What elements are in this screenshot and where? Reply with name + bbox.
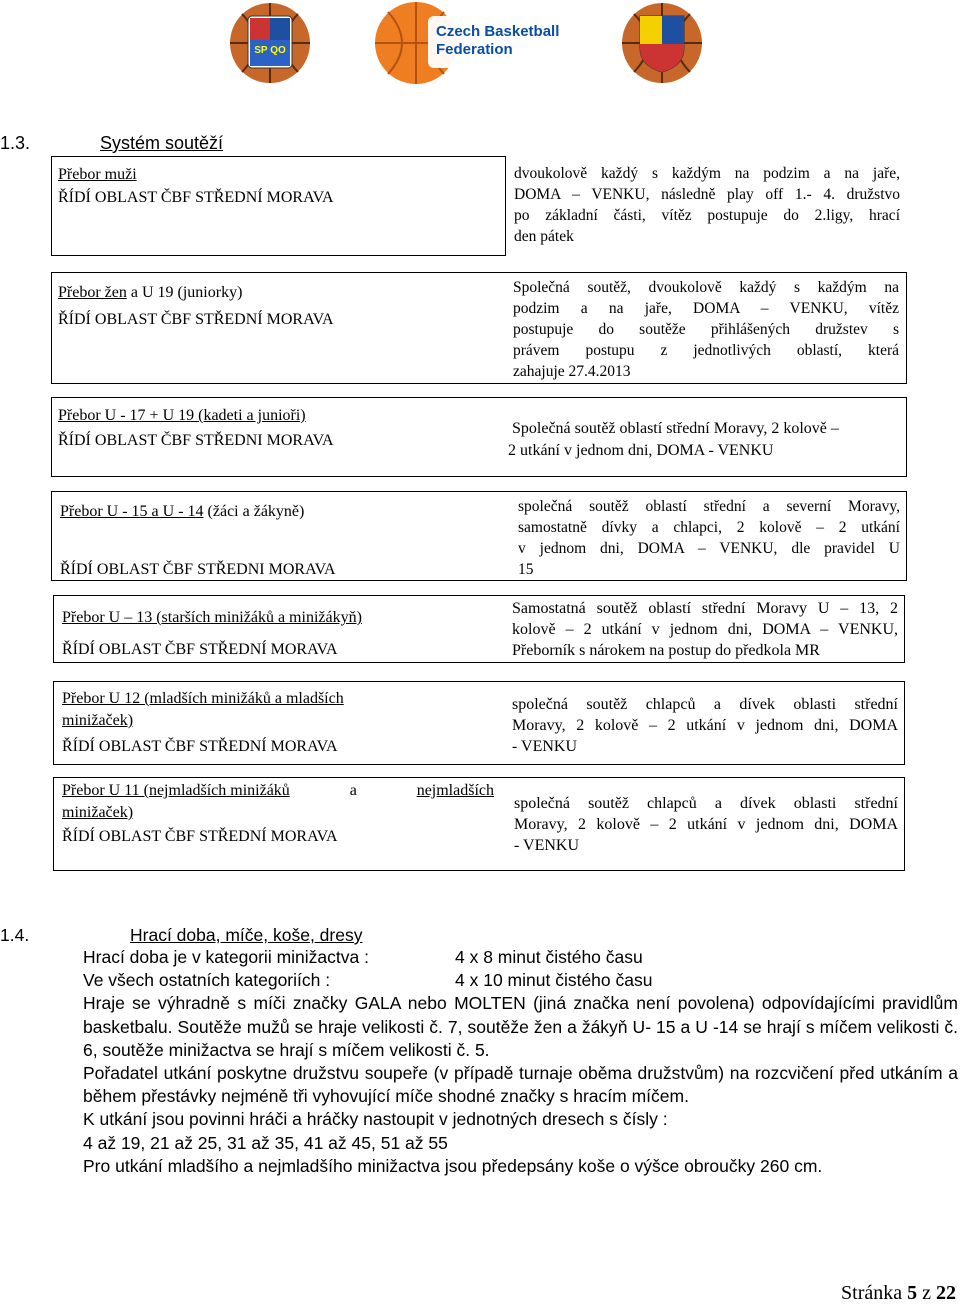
- basket-height-paragraph: Pro utkání mladšího a nejmladšího minižactva jsou předepsány koše o výšce obroučky 260 cm.: [83, 1155, 823, 1176]
- play-time-label: Hrací doba je v kategorii minižactva :: [83, 947, 369, 967]
- competition-description: [512, 694, 898, 757]
- competition-info: [58, 281, 334, 331]
- logo-center-text-2: Federation: [436, 41, 513, 58]
- competition-box-men-right: [506, 156, 906, 256]
- competition-title: Přebor muži: [58, 166, 137, 183]
- competition-title-rest: (žáci a žákyně): [203, 503, 305, 520]
- competition-info: [62, 688, 344, 758]
- play-time-label: Ve všech ostatních kategoriích :: [83, 970, 331, 991]
- section-1-4-body: [83, 946, 958, 1178]
- desc-line: den pátek: [514, 228, 574, 245]
- competition-title-underlined: Přebor žen: [58, 284, 127, 301]
- play-time-row: [83, 969, 958, 992]
- logo-left-text: SP QO: [254, 45, 286, 56]
- competition-info: [62, 780, 494, 848]
- desc-line: společná soutěž chlapců a dívek oblasti střední: [512, 696, 898, 713]
- competition-title: Přebor U - 17 + U 19 (kadeti a junioři): [58, 407, 306, 424]
- desc-line: dvoukolově každý s každým na podzim a na jaře,: [514, 165, 900, 182]
- competition-description: [518, 496, 900, 580]
- competition-box-u15: [51, 491, 907, 581]
- regional-logo-left: [228, 0, 312, 86]
- competition-title-underlined: Přebor U - 15 a U - 14: [60, 503, 204, 520]
- desc-line: podzim a na jaře, DOMA – VENKU, vítěz: [513, 300, 899, 317]
- footer-prefix: Stránka: [841, 1282, 908, 1304]
- desc-line: DOMA – VENKU, následně play off 1.- 4. družstvo: [514, 186, 900, 203]
- competition-description: [508, 418, 903, 462]
- competition-organizer: ŘÍDÍ OBLAST ČBF STŘEDNI MORAVA: [58, 432, 334, 449]
- desc-line: kolově – 2 utkání v jednom dni, DOMA – VENKU,: [512, 621, 898, 638]
- competition-box-u17: [51, 397, 907, 477]
- regional-logo-right: [620, 0, 704, 86]
- section-number: 1.3.: [0, 133, 31, 153]
- jersey-paragraph: K utkání jsou povinni hráči a hráčky nastoupit v jednotných dresech s čísly :: [83, 1109, 668, 1130]
- desc-line: Moravy, 2 kolově – 2 utkání v jednom dni, DOMA: [514, 816, 898, 833]
- footer-total-pages: 22: [936, 1282, 956, 1304]
- cbf-logo: [348, 0, 588, 86]
- competition-box-u13: [53, 595, 905, 663]
- play-time-row: [83, 946, 958, 969]
- competition-organizer: ŘÍDÍ OBLAST ČBF STŘEDNÍ MORAVA: [58, 311, 334, 328]
- page-footer: [841, 1282, 956, 1305]
- desc-line: právem postupu z jednotlivých oblastí, která: [513, 342, 899, 359]
- competition-title-b: nejmladších: [416, 782, 494, 799]
- desc-line: zahajuje 27.4.2013: [513, 363, 631, 380]
- ball-paragraph: Hraje se výhradně s míči značky GALA nebo MOLTEN (jiná značka není povolena) odpovídajícími pravidlům basketbalu. Soutěže mužů se hraje velikosti č. 7, soutěže žen a žákyň U- 15 a U -14 se hrají s míčem velikosti č. 6, soutěže minižactva se hrají s míčem velikosti č. 5.: [83, 993, 958, 1060]
- competition-description: [514, 163, 900, 247]
- desc-line: společná soutěž chlapců a dívek oblasti střední: [514, 795, 898, 812]
- desc-line: společná soutěž oblastí střední a severní Moravy,: [518, 498, 900, 515]
- competition-description: [514, 793, 898, 856]
- competition-title-rest: a U 19 (juniorky): [126, 284, 243, 301]
- competition-title-mid: a: [349, 782, 357, 799]
- competition-box-u12: [53, 681, 905, 765]
- competition-info: [60, 500, 336, 581]
- section-1-3-heading: [0, 133, 400, 157]
- competition-info: [62, 606, 362, 661]
- competition-title: Přebor U 12 (mladších minižáků a mladších: [62, 690, 344, 707]
- organizer-paragraph: Pořadatel utkání poskytne družstvu soupeře (v případě turnaje oběma družstvům) na rozcvičení před utkáním a během přestávky nejméně tři vyhovující míče shodné značky s hracím míčem.: [83, 1063, 958, 1107]
- competition-organizer: ŘÍDÍ OBLAST ČBF STŘEDNÍ MORAVA: [62, 738, 338, 755]
- footer-page-number: 5: [907, 1282, 918, 1304]
- desc-line: Společná soutěž oblastí střední Moravy, 2 kolově –: [512, 420, 839, 437]
- competition-organizer: ŘÍDÍ OBLAST ČBF STŘEDNÍ MORAVA: [62, 641, 338, 658]
- competition-info: [58, 404, 334, 452]
- competition-title-cont: minižaček): [62, 712, 134, 729]
- competition-title: Přebor U 11 (nejmladších minižáků: [62, 782, 290, 799]
- competition-box-women: [51, 272, 907, 384]
- desc-line: Samostatná soutěž oblastí střední Moravy U – 13, 2: [512, 600, 898, 617]
- jersey-numbers: 4 až 19, 21 až 25, 31 až 35, 41 až 45, 51 až 55: [83, 1132, 448, 1153]
- competition-box-u11: [53, 777, 905, 871]
- desc-line: po základní části, vítěz postupuje do 2.ligy, hrací: [514, 207, 900, 224]
- desc-line: v jednom dni, DOMA – VENKU, dle pravidel U: [518, 540, 900, 557]
- desc-line: Společná soutěž, dvoukolově každý s každým na: [513, 279, 899, 296]
- section-title: Hrací doba, míče, koše, dresy: [130, 925, 363, 945]
- competition-organizer: ŘÍDÍ OBLAST ČBF STŘEDNÍ MORAVA: [62, 828, 338, 845]
- desc-line: 2 utkání v jednom dni, DOMA - VENKU: [508, 442, 774, 459]
- competition-description: [512, 598, 898, 661]
- desc-line: - VENKU: [512, 738, 578, 755]
- competition-info: [58, 163, 334, 209]
- competition-description: [513, 277, 899, 382]
- desc-line: Moravy, 2 kolově – 2 utkání v jednom dni, DOMA: [512, 717, 898, 734]
- competition-title: Přebor U – 13 (starších minižáků a minižákyň): [62, 609, 362, 626]
- desc-line: samostatně dívky a chlapci, 2 kolově – 2 utkání: [518, 519, 900, 536]
- section-1-4-heading: [0, 925, 500, 947]
- footer-mid: z: [917, 1282, 936, 1304]
- competition-title-cont: minižaček): [62, 804, 134, 821]
- desc-line: Přeborník s nárokem na postup do předkola MR: [512, 642, 820, 659]
- desc-line: - VENKU: [514, 837, 580, 854]
- section-number: 1.4.: [0, 925, 30, 945]
- section-title: Systém soutěží: [100, 133, 224, 153]
- desc-line: 15: [518, 561, 534, 578]
- desc-line: postupuje do soutěže přihlášených družstev s: [513, 321, 899, 338]
- play-time-value: 4 x 10 minut čistého času: [455, 970, 653, 991]
- competition-organizer: ŘÍDÍ OBLAST ČBF STŘEDNI MORAVA: [60, 561, 336, 578]
- competition-box-men-left: [51, 156, 506, 256]
- competition-organizer: ŘÍDÍ OBLAST ČBF STŘEDNÍ MORAVA: [58, 189, 334, 206]
- logo-center-text-1: Czech Basketball: [436, 23, 560, 40]
- play-time-value: 4 x 8 minut čistého času: [455, 947, 643, 967]
